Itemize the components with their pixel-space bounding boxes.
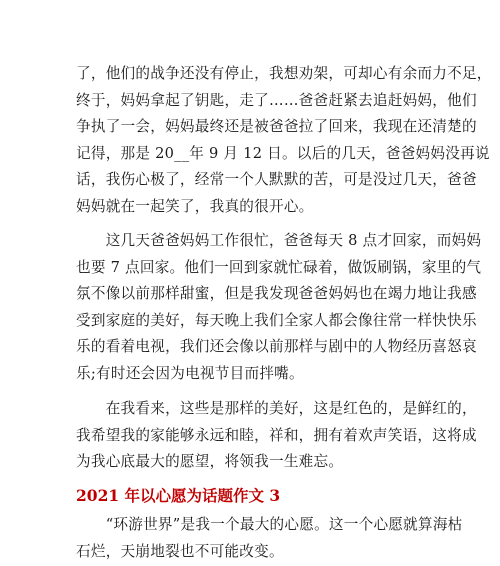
text-line: 氛不像以前那样甜蜜，但是我发现爸爸妈妈也在竭力地让我感 — [76, 285, 477, 302]
text-line: 我希望我的家能够永远和睦，祥和，拥有着欢声笑语，这将成 — [76, 426, 477, 444]
text-line: 在我看来，这些是那样的美好，这是红色的，是鲜红的， — [76, 400, 477, 417]
text-line: 争执了一会，妈妈最终还是被爸爸拉了回来，我现在还清楚的 — [76, 118, 477, 135]
section-heading: 2021 年以心愿为话题作文 3 — [76, 486, 281, 505]
text-line: 受到家庭的美好，每天晚上我们全家人都会像往常一样快快乐 — [76, 311, 477, 329]
paragraph-busy-parents — [76, 228, 482, 387]
text-line: 这几天爸爸妈妈工作很忙，爸爸每天 8 点才回家，而妈妈 — [76, 232, 482, 249]
text-line: 石烂，天崩地裂也不可能改变。 — [76, 542, 284, 560]
text-line: 也要 7 点回家。他们一回到家就忙碌着，做饭刷锅，家里的气 — [76, 258, 482, 276]
text-line: 话，我伤心极了，经常一个人默默的苦，可是没过几天，爸爸 — [76, 171, 477, 188]
text-line: 乐的看着电视，我们还会像以前那样与剧中的人物经历喜怒哀 — [76, 338, 477, 355]
text-line: “环游世界”是我一个最大的心愿。这一个心愿就算海枯 — [76, 516, 463, 533]
text-line: 乐;有时还会因为电视节目而拌嘴。 — [76, 364, 304, 382]
paragraph-family-argument — [76, 61, 492, 220]
paragraph-travel-wish — [76, 512, 463, 565]
paragraph-wish — [76, 396, 477, 476]
text-line: 妈妈就在一起笑了，我真的很开心。 — [76, 197, 314, 215]
text-line: 为我心底最大的愿望，将领我一生难忘。 — [76, 453, 344, 470]
text-line: 了，他们的战争还没有停止，我想劝架，可却心有余而力不足， — [76, 65, 492, 82]
text-line: 终于，妈妈拿起了钥匙，走了……爸爸赶紧去追赶妈妈，他们 — [76, 91, 477, 109]
text-line: 记得，那是 20__年 9 月 12 日。以后的几天，爸爸妈妈没再说 — [76, 144, 490, 162]
